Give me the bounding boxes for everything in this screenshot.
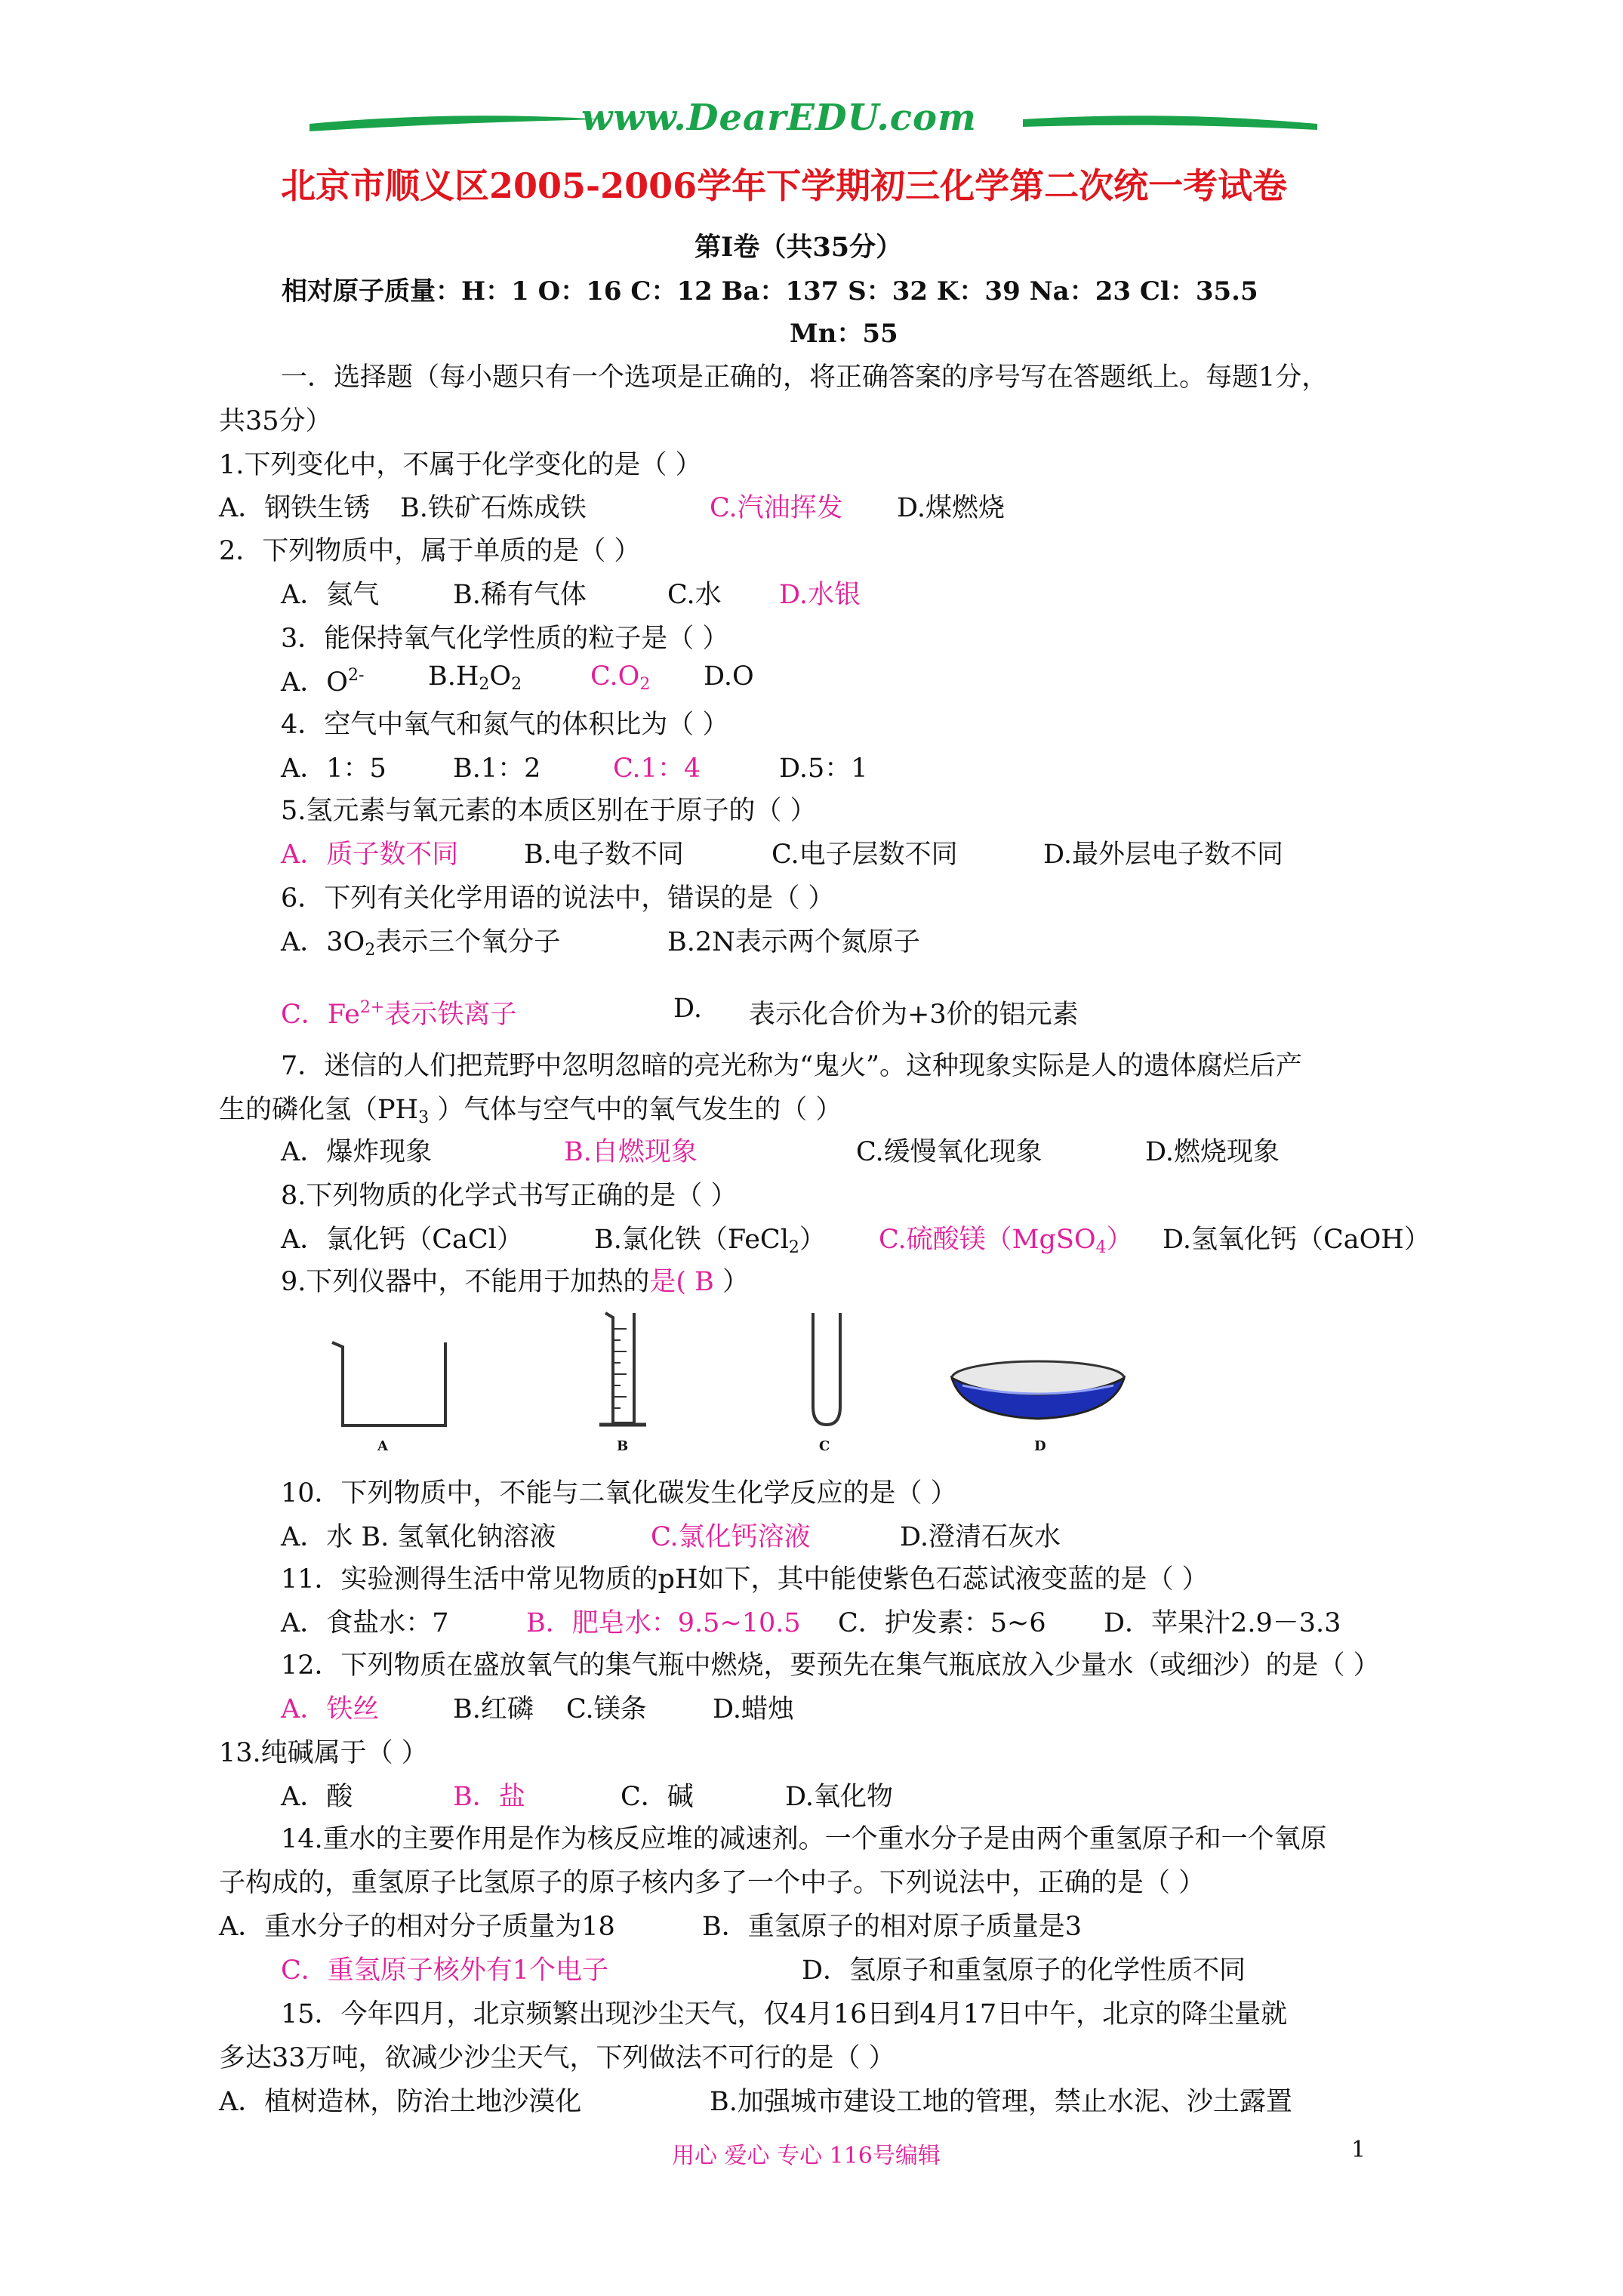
q3-stem: 3．能保持氧气化学性质的粒子是（ ） [281, 624, 729, 654]
atomic-mass-line: 相对原子质量：H：1 O：16 C：12 Ba：137 S：32 K：39 Na：23 Cl：35.5 [282, 276, 1258, 307]
q11-option-d: D．苹果汁2.9－3.3 [1104, 1608, 1341, 1638]
q11-options [281, 1602, 1428, 1638]
q4-option-d: D.5：1 [779, 754, 868, 784]
graduated-cylinder-illustration [596, 1310, 649, 1435]
q3-option-b: $B.H_2O_2$ [428, 661, 522, 694]
q13-option-d: D.氧化物 [785, 1782, 893, 1812]
q2-option-c: C.水 [667, 580, 722, 610]
q2-option-b: B.稀有气体 [453, 580, 587, 610]
q15-stem-line2: 多达33万吨，欲减少沙尘天气，下列做法不可行的是（ ） [219, 2043, 895, 2073]
apparatus-label-b: B [617, 1438, 629, 1454]
q8-stem: 8.下列物质的化学式书写正确的是（ ） [281, 1181, 738, 1211]
q13-option-a: A．酸 [281, 1782, 353, 1812]
q4-option-a: A．1：5 [281, 754, 387, 784]
instructions-line1: 一．选择题（每小题只有一个选项是正确的，将正确答案的序号写在答题纸上。每题1分， [281, 362, 1329, 393]
q14-options-ab [219, 1906, 1351, 1942]
q4-option-c: C.1：4 [613, 754, 701, 784]
q3-options [281, 661, 1338, 698]
q10-option-c: C.氯化钙溶液 [651, 1522, 811, 1552]
q14-option-a: A．重水分子的相对分子质量为18 [219, 1912, 615, 1942]
q12-option-c: C.镁条 [566, 1694, 647, 1724]
instructions-line2: 共35分） [219, 406, 332, 436]
banner-swoosh-right [1019, 103, 1321, 148]
q7-stem-line1: 7．迷信的人们把荒野中忽明忽暗的亮光称为“鬼火”。这种现象实际是人的遗体腐烂后产 [281, 1051, 1303, 1081]
q4-stem: 4．空气中氧气和氮气的体积比为（ ） [281, 710, 729, 740]
q10-option-d: D.澄清石灰水 [900, 1522, 1061, 1552]
q1-stem: 1.下列变化中，不属于化学变化的是（ ） [219, 450, 702, 480]
q15-option-a: A．植树造林，防治土地沙漠化 [219, 2087, 582, 2117]
q7-options [281, 1131, 1413, 1167]
q8-option-b: B.氯化铁（FeCl$_2$） [594, 1225, 826, 1257]
q7-option-b: B.自燃现象 [564, 1137, 698, 1167]
q13-stem: 13.纯碱属于（ ） [219, 1738, 428, 1768]
q14-options-cd [281, 1949, 1413, 1986]
q10-stem: 10．下列物质中，不能与二氧化碳发生化学反应的是（ ） [281, 1478, 957, 1509]
q7-option-c: C.缓慢氧化现象 [856, 1137, 1042, 1167]
q14-stem-line1: 14.重水的主要作用是作为核反应堆的减速剂。一个重水分子是由两个重氢原子和一个氧原 [281, 1824, 1327, 1854]
q2-options [281, 574, 1338, 610]
q11-option-a: A．食盐水：7 [281, 1608, 449, 1638]
apparatus-label-c: C [819, 1438, 830, 1454]
document-title: 北京市顺义区2005-2006学年下学期初三化学第二次统一考试卷 [281, 165, 1288, 206]
q2-stem: 2．下列物质中，属于单质的是（ ） [219, 536, 641, 566]
q6-options-cd [281, 994, 1338, 1030]
q1-option-b: B.铁矿石炼成铁 [400, 493, 587, 523]
q8-option-d: D.氢氧化钙（CaOH） [1163, 1225, 1431, 1255]
q4-option-b: B.1：2 [453, 754, 541, 784]
q6-option-b: B.2N表示两个氮原子 [667, 927, 920, 957]
q6-option-d-label: D. [673, 994, 702, 1024]
q8-options [281, 1219, 1431, 1257]
apparatus-label-d: D [1034, 1438, 1046, 1454]
q10-option-ab: A．水 B. 氢氧化钠溶液 [281, 1522, 556, 1552]
q12-stem: 12．下列物质在盛放氧气的集气瓶中燃烧，要预先在集气瓶底放入少量水（或细沙）的是（ ） [281, 1650, 1380, 1681]
banner-swoosh-left [306, 103, 608, 148]
q1-options [219, 487, 1351, 523]
q13-options [281, 1776, 1338, 1812]
q11-option-c: C．护发素：5~6 [838, 1608, 1046, 1638]
q2-option-a: A．氦气 [281, 580, 380, 610]
q14-option-b: B．重氢原子的相对原子质量是3 [702, 1912, 1082, 1942]
evaporating-dish-illustration [947, 1355, 1129, 1431]
beaker-illustration [326, 1336, 454, 1435]
q7-stem-line2: 生的磷化氢（$PH_3$ ）气体与空气中的氧气发生的（ ） [219, 1095, 842, 1127]
q14-stem-line2: 子构成的，重氢原子比氢原子的原子核内多了一个中子。下列说法中，正确的是（ ） [219, 1868, 1206, 1898]
q12-option-a: A．铁丝 [281, 1694, 380, 1724]
q5-option-d: D.最外层电子数不同 [1043, 840, 1283, 870]
q7-option-a: A．爆炸现象 [281, 1137, 433, 1167]
q15-options [219, 2081, 1427, 2117]
q5-options [281, 834, 1413, 870]
page-number: 1 [1351, 2137, 1366, 2163]
section-heading: 第Ⅰ卷（共35分） [694, 232, 903, 263]
q5-option-b: B.电子数不同 [524, 840, 684, 870]
q9-stem: 9.下列仪器中，不能用于加热的是( B ） [281, 1267, 750, 1297]
atomic-mass-line2: Mn：55 [790, 319, 898, 349]
q11-option-b: B．肥皂水：9.5~10.5 [526, 1608, 801, 1638]
q3-option-a: A．$O^{2-}$ [281, 666, 365, 698]
q12-option-d: D.蜡烛 [713, 1694, 794, 1724]
q6-stem: 6．下列有关化学用语的说法中，错误的是（ ） [281, 883, 835, 914]
q15-stem-line1: 15．今年四月，北京频繁出现沙尘天气，仅4月16日到4月17日中午，北京的降尘量就 [281, 1999, 1288, 2029]
q4-options [281, 747, 1338, 784]
q3-option-c: $C.O_2$ [590, 661, 651, 694]
q12-option-b: B.红磷 [453, 1694, 534, 1724]
q12-options [281, 1688, 1338, 1724]
q11-stem: 11．实验测得生活中常见物质的pH如下，其中能使紫色石蕊试液变蓝的是（ ） [281, 1564, 1209, 1595]
q5-option-a: A．质子数不同 [281, 840, 459, 870]
q3-option-d: D.O [704, 661, 754, 692]
q8-option-c: C.硫酸镁（MgSO$_4$） [879, 1225, 1133, 1257]
q1-option-a: A．钢铁生锈 [219, 493, 371, 523]
q8-option-a: A．氯化钙（CaCl） [281, 1225, 523, 1255]
site-banner [306, 97, 1321, 149]
q6-option-a: A．$3O_2$表示三个氧分子 [281, 927, 561, 960]
q6-option-c: C．$Fe^{2+}$表示铁离子 [281, 998, 517, 1030]
q15-option-b: B.加强城市建设工地的管理，禁止水泥、沙土露置 [710, 2087, 1292, 2117]
q1-option-d: D.煤燃烧 [897, 493, 1005, 523]
q6-option-d: 表示化合价为+3价的铝元素 [749, 1000, 1079, 1030]
q10-options [281, 1516, 1413, 1552]
q5-option-c: C.电子层数不同 [771, 840, 958, 870]
q2-option-d: D.水银 [779, 580, 861, 610]
q1-option-c: C.汽油挥发 [710, 493, 843, 523]
apparatus-label-a: A [377, 1438, 388, 1454]
q6-options-ab [281, 921, 1338, 960]
test-tube-illustration [804, 1310, 849, 1431]
website-logo-text: www.DearEDU.com [581, 97, 977, 139]
q14-option-c: C．重氢原子核外有1个电子 [281, 1955, 609, 1986]
q13-option-b: B．盐 [453, 1782, 525, 1812]
q5-stem: 5.氢元素与氧元素的本质区别在于原子的（ ） [281, 796, 817, 826]
q14-option-d: D．氢原子和重氢原子的化学性质不同 [802, 1955, 1246, 1986]
q13-option-c: C．碱 [621, 1782, 694, 1812]
page-footer: 用心 爱心 专心 116号编辑 [672, 2143, 941, 2169]
q7-option-d: D.燃烧现象 [1145, 1137, 1280, 1167]
